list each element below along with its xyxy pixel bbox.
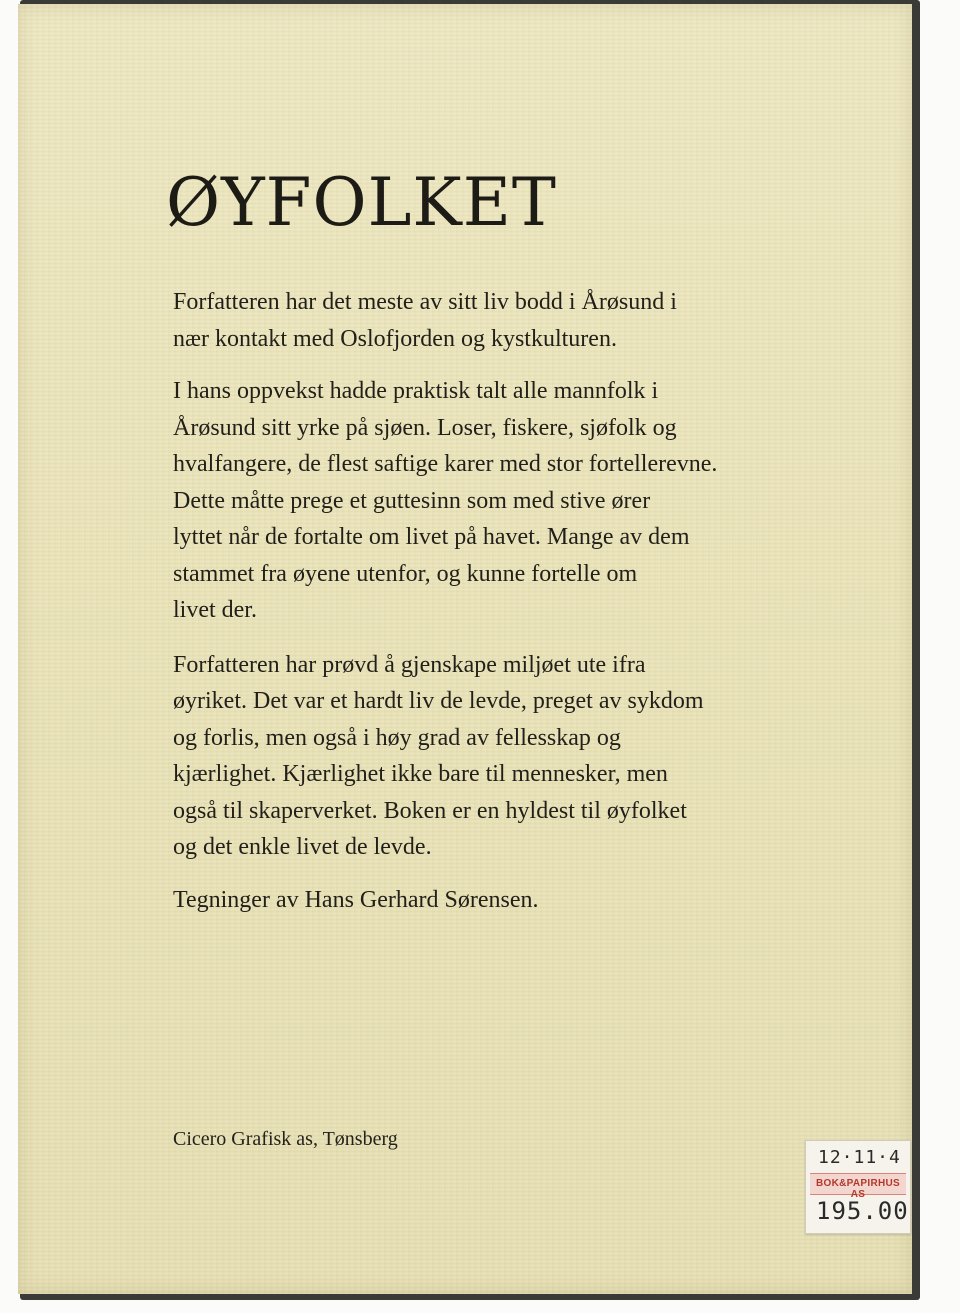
text-line: stammet fra øyene utenfor, og kunne fortelle om <box>173 560 638 587</box>
text-line: Årøsund sitt yrke på sjøen. Loser, fiskere, sjøfolk og <box>173 414 677 441</box>
sticker-price: 195.00 <box>816 1197 909 1225</box>
sticker-date: 12·11·4 <box>818 1147 901 1168</box>
text-line: Dette måtte prege et guttesinn som med stive ører <box>173 487 651 514</box>
text-line: I hans oppvekst hadde praktisk talt alle mannfolk i <box>173 378 659 404</box>
sticker-shop-band <box>810 1173 906 1200</box>
blurb-paragraph <box>173 284 793 357</box>
text-line: hvalfangere, de flest saftige karer med stor fortellerevne. <box>173 451 718 477</box>
book-back-cover <box>18 4 912 1294</box>
blurb-paragraph <box>173 647 793 866</box>
text-line: Forfatteren har prøvd å gjenskape miljøet ute ifra <box>173 651 646 678</box>
text-line: øyriket. Det var et hardt liv de levde, preget av sykdom <box>173 688 704 714</box>
text-line: lyttet når de fortalte om livet på havet. Mange av dem <box>173 524 690 550</box>
text-line: og forlis, men også i høy grad av fellesskap og <box>173 724 621 751</box>
blurb-text <box>173 284 793 918</box>
blurb-paragraph <box>173 373 793 629</box>
price-sticker <box>805 1140 911 1234</box>
text-line: Tegninger av Hans Gerhard Sørensen. <box>173 886 539 913</box>
text-line: og det enkle livet de levde. <box>173 834 432 860</box>
book-title: ØYFOLKET <box>166 164 557 241</box>
sticker-shop-name: BOK&PAPIRHUS AS <box>816 1178 900 1200</box>
text-line: kjærlighet. Kjærlighet ikke bare til mennesker, men <box>173 761 668 787</box>
text-line: nær kontakt med Oslofjorden og kystkulturen. <box>173 325 617 352</box>
text-line: Forfatteren har det meste av sitt liv bodd i Årøsund i <box>173 289 677 315</box>
text-line: også til skaperverket. Boken er en hyldest til øyfolket <box>173 797 687 824</box>
illustrator-credit <box>173 882 793 919</box>
text-line: livet der. <box>173 597 257 623</box>
publisher-imprint: Cicero Grafisk as, Tønsberg <box>173 1128 398 1150</box>
